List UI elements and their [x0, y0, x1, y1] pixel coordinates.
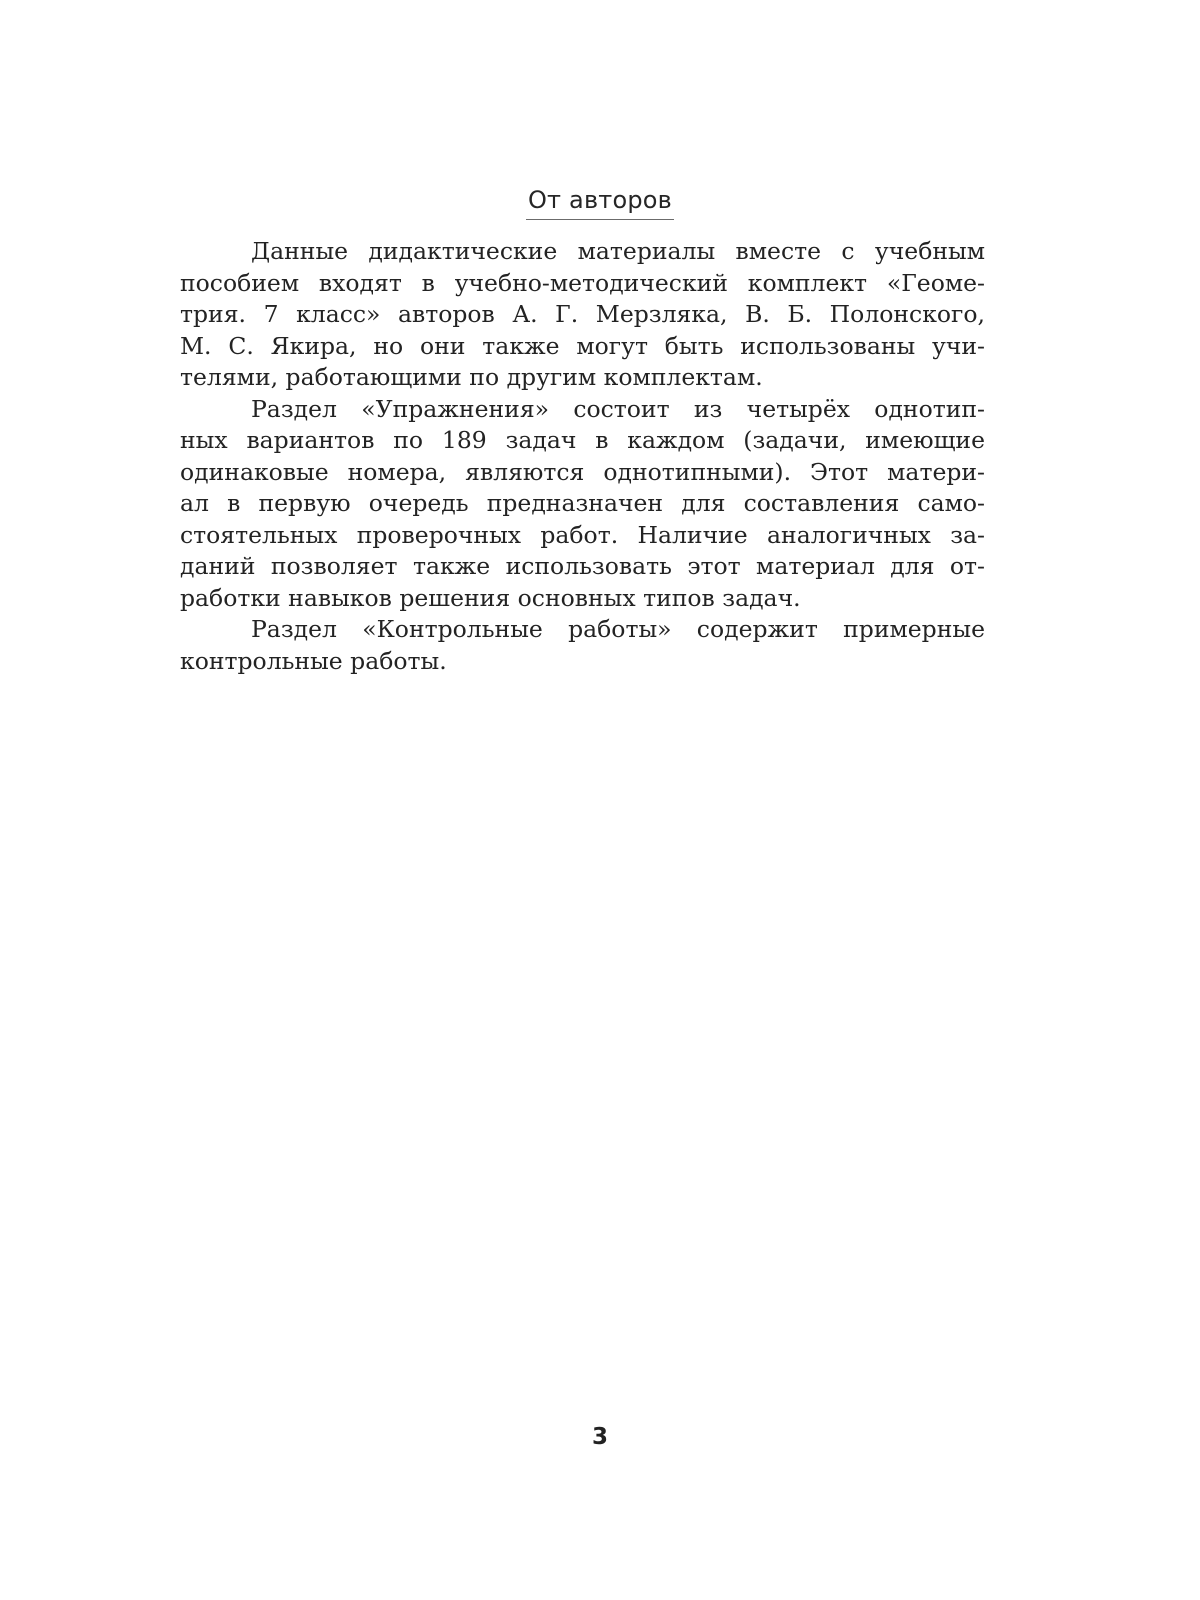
- text-line: даний позволяет также использовать этот материал для от-: [180, 552, 985, 580]
- paragraph: [180, 614, 985, 677]
- paragraph: [180, 236, 985, 394]
- page-number: 3: [591, 1424, 608, 1450]
- text-line: ных вариантов по 189 задач в каждом (задачи, имеющие: [180, 426, 985, 454]
- text-line: пособием входят в учебно-методический комплект «Геоме-: [180, 268, 985, 297]
- text-line: одинаковые номера, являются однотипными). Этот матери-: [180, 457, 985, 486]
- text-line: Раздел «Контрольные работы» содержит примерные: [251, 615, 985, 643]
- text-line: телями, работающими по другим комплектам.: [180, 363, 763, 391]
- text-line: М. С. Якира, но они также могут быть использованы учи-: [180, 331, 985, 360]
- heading-container: [0, 186, 1200, 220]
- body-text: [180, 236, 985, 677]
- text-line: Данные дидактические материалы вместе с учебным: [251, 237, 985, 265]
- section-heading: От авторов: [526, 186, 674, 220]
- text-line: стоятельных проверочных работ. Наличие аналогичных за-: [180, 520, 985, 549]
- text-line: ал в первую очередь предназначен для составления само-: [180, 489, 985, 517]
- text-line: Раздел «Упражнения» состоит из четырёх однотип-: [251, 394, 985, 423]
- text-line: трия. 7 класс» авторов А. Г. Мерзляка, В. Б. Полонского,: [180, 300, 985, 328]
- text-line: контрольные работы.: [180, 646, 447, 675]
- paragraph: [180, 394, 985, 615]
- text-line: работки навыков решения основных типов задач.: [180, 583, 801, 612]
